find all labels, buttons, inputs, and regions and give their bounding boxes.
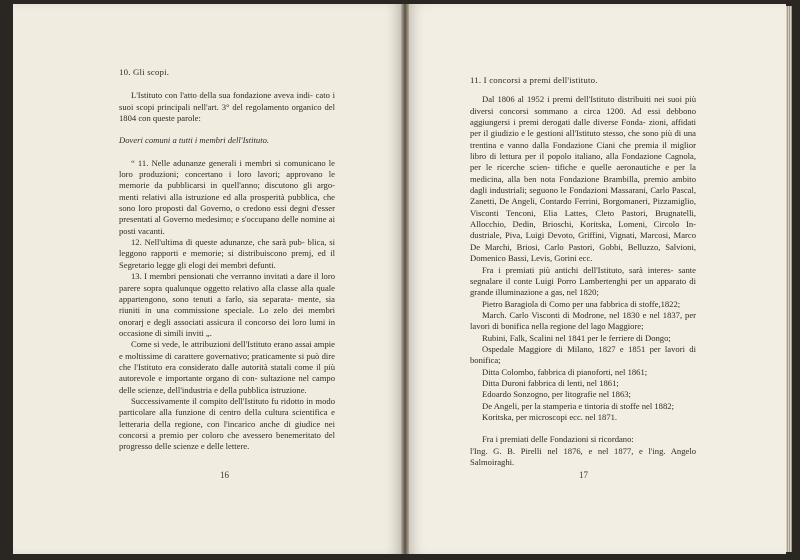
right-heading: 11. I concorsi a premi dell'istituto.	[470, 75, 598, 85]
list-item: Pietro Baragiola di Como per una fabbrica di stoffe,1822;	[482, 298, 681, 309]
intro-paragraph: L'Istituto con l'atto della sua fondazione aveva indi- cato i suoi scopi principali nell'art. 3° del regolamento organico del 1804 con queste parole:	[119, 90, 335, 124]
left-heading: 10. Gli scopi.	[119, 67, 170, 77]
list-item: March. Carlo Visconti di Modrone, nel 1830 e nel 1837, per lavori di bonifica nella regione del lago Maggiore;	[470, 309, 696, 332]
right-page	[409, 4, 786, 554]
page-stack-edge	[786, 6, 792, 552]
page-number-right: 17	[579, 470, 588, 480]
list-item: Koritska, per microscopi ecc. nel 1871.	[482, 411, 618, 422]
list-item: Ditta Duroni fabbrica di lenti, nel 1861;	[482, 377, 619, 388]
left-page-text	[119, 67, 335, 453]
list-item: Rubini, Falk, Scalini nel 1841 per le ferriere di Dongo;	[482, 332, 671, 343]
rule-paragraph: 12. Nell'ultima di queste adunanze, che sarà pub- blica, si leggono rapporti e memorie; si distribuiscono premj, ed il Segretario legge gli elogi dei membri defunti.	[119, 237, 335, 270]
body-paragraph: Come si vede, le attribuzioni dell'Istituto erano assai ampie e moltissime di carattere governativo; praticamente si può dire che l'Istituto era considerato dalle autorità statali come il più autorevole e importante organo di con- sultazione nel campo delle scienze, dell'industria e della pubblica istruzione.	[119, 339, 335, 395]
left-subheading: Doveri comuni a tutti i membri dell'Istituto.	[119, 135, 270, 146]
body-paragraph: Successivamente il compito dell'Istituto fu ridotto in modo particolare alla funzione di centro della cultura scientifica e letteraria della regione, con l'incarico anche di giudice nei concorsi a premio per coloro che avessero benemeritato del progresso delle scienze e delle lettere.	[119, 395, 335, 452]
right-page-text	[470, 75, 696, 468]
body-paragraph: Dal 1806 al 1952 i premi dell'Istituto distribuiti nei suoi più diversi concorsi sommano a circa 1200. Ad essi debbono aggiungersi i premi derogati dalle diverse Fonda- zioni, affidati per il giudizio e le gestioni all'Istituto stesso, che sono più di una trentina e vanno dalla Fondazione Ciani che premia il miglior libro di lettura per il popolo italiano, alla Fondazione Cagnola, per le ricerche scien- tifiche e quelle aeronautiche e per la medicina, alla ben nota Fondazione Brambilla, premio ambito dagli industriali; seguono le Fondazioni Massarani, Carlo Pascal, Zanetti, De Angeli, Contardo Ferrini, Borgomaneri, Pizzamiglio, Visconti Tenconi, Elia Lattes, Cleto Pastori, Brugnatelli, Allocchio, Dedin, Brioschi, Koritska, Lomeni, Circolo In- dustriale, Piva, Luigi Devoto, Griffini, Vignati, Marcosi, Marco De Marchi, Briosi, Carlo Pastori, Gobbi, Belluzzo, Salvioni, Domenico Bassi, Levis, Gorini ecc.	[470, 94, 696, 264]
list-item: De Angeli, per la stamperia e tintoria di stoffe nel 1882;	[482, 400, 674, 411]
book-spread	[13, 4, 786, 554]
list-item: Ditta Colombo, fabbrica di pianoforti, nel 1861;	[482, 366, 648, 377]
rule-paragraph: 13. I membri pensionati che verranno invitati a dare il loro parere sopra qualunque oggetto relativo alla classe alla quale appartengono, sono tenuti a farlo, sia separata- mente, sia riuniti in una commissione speciale. Lo zelo dei membri onorarj e degli associati assicura il concorso dei loro lumi in occasione di simili inviti „.	[119, 271, 335, 338]
rule-paragraph: “ 11. Nelle adunanze generali i membri si comunicano le loro produzioni; concertano i loro lavori; approvano le memorie da pubblicarsi in quell'anno; discutono gli argo- menti relativi alla istruzione ed alla prosperità pubblica, che sono loro proposti dal Governo, o credono essi degni d'esser presentati al Governo medesimo; e s'occupano delle nomine ai posti vacanti.	[119, 157, 335, 236]
book-gutter	[401, 4, 409, 554]
page-number-left: 16	[220, 470, 229, 480]
body-paragraph: Fra i premiati più antichi dell'Istituto, sarà interes- sante segnalare il conte Luigi Porro Lambertenghi per un apparato di grande illuminazione a gas, nel 1820;	[470, 264, 696, 298]
closing-paragraph: l'Ing. G. B. Pirelli nel 1876, e nel 1877, e l'ing. Angelo Salmoiraghi.	[470, 445, 696, 467]
list-item: Edoardo Sonzogno, per litografie nel 1863;	[482, 389, 631, 400]
closing-paragraph: Fra i premiati delle Fondazioni si ricordano:	[482, 434, 634, 445]
left-page	[13, 4, 401, 554]
list-item: Ospedale Maggiore di Milano, 1827 e 1851 per lavori di bonifica;	[470, 343, 696, 366]
